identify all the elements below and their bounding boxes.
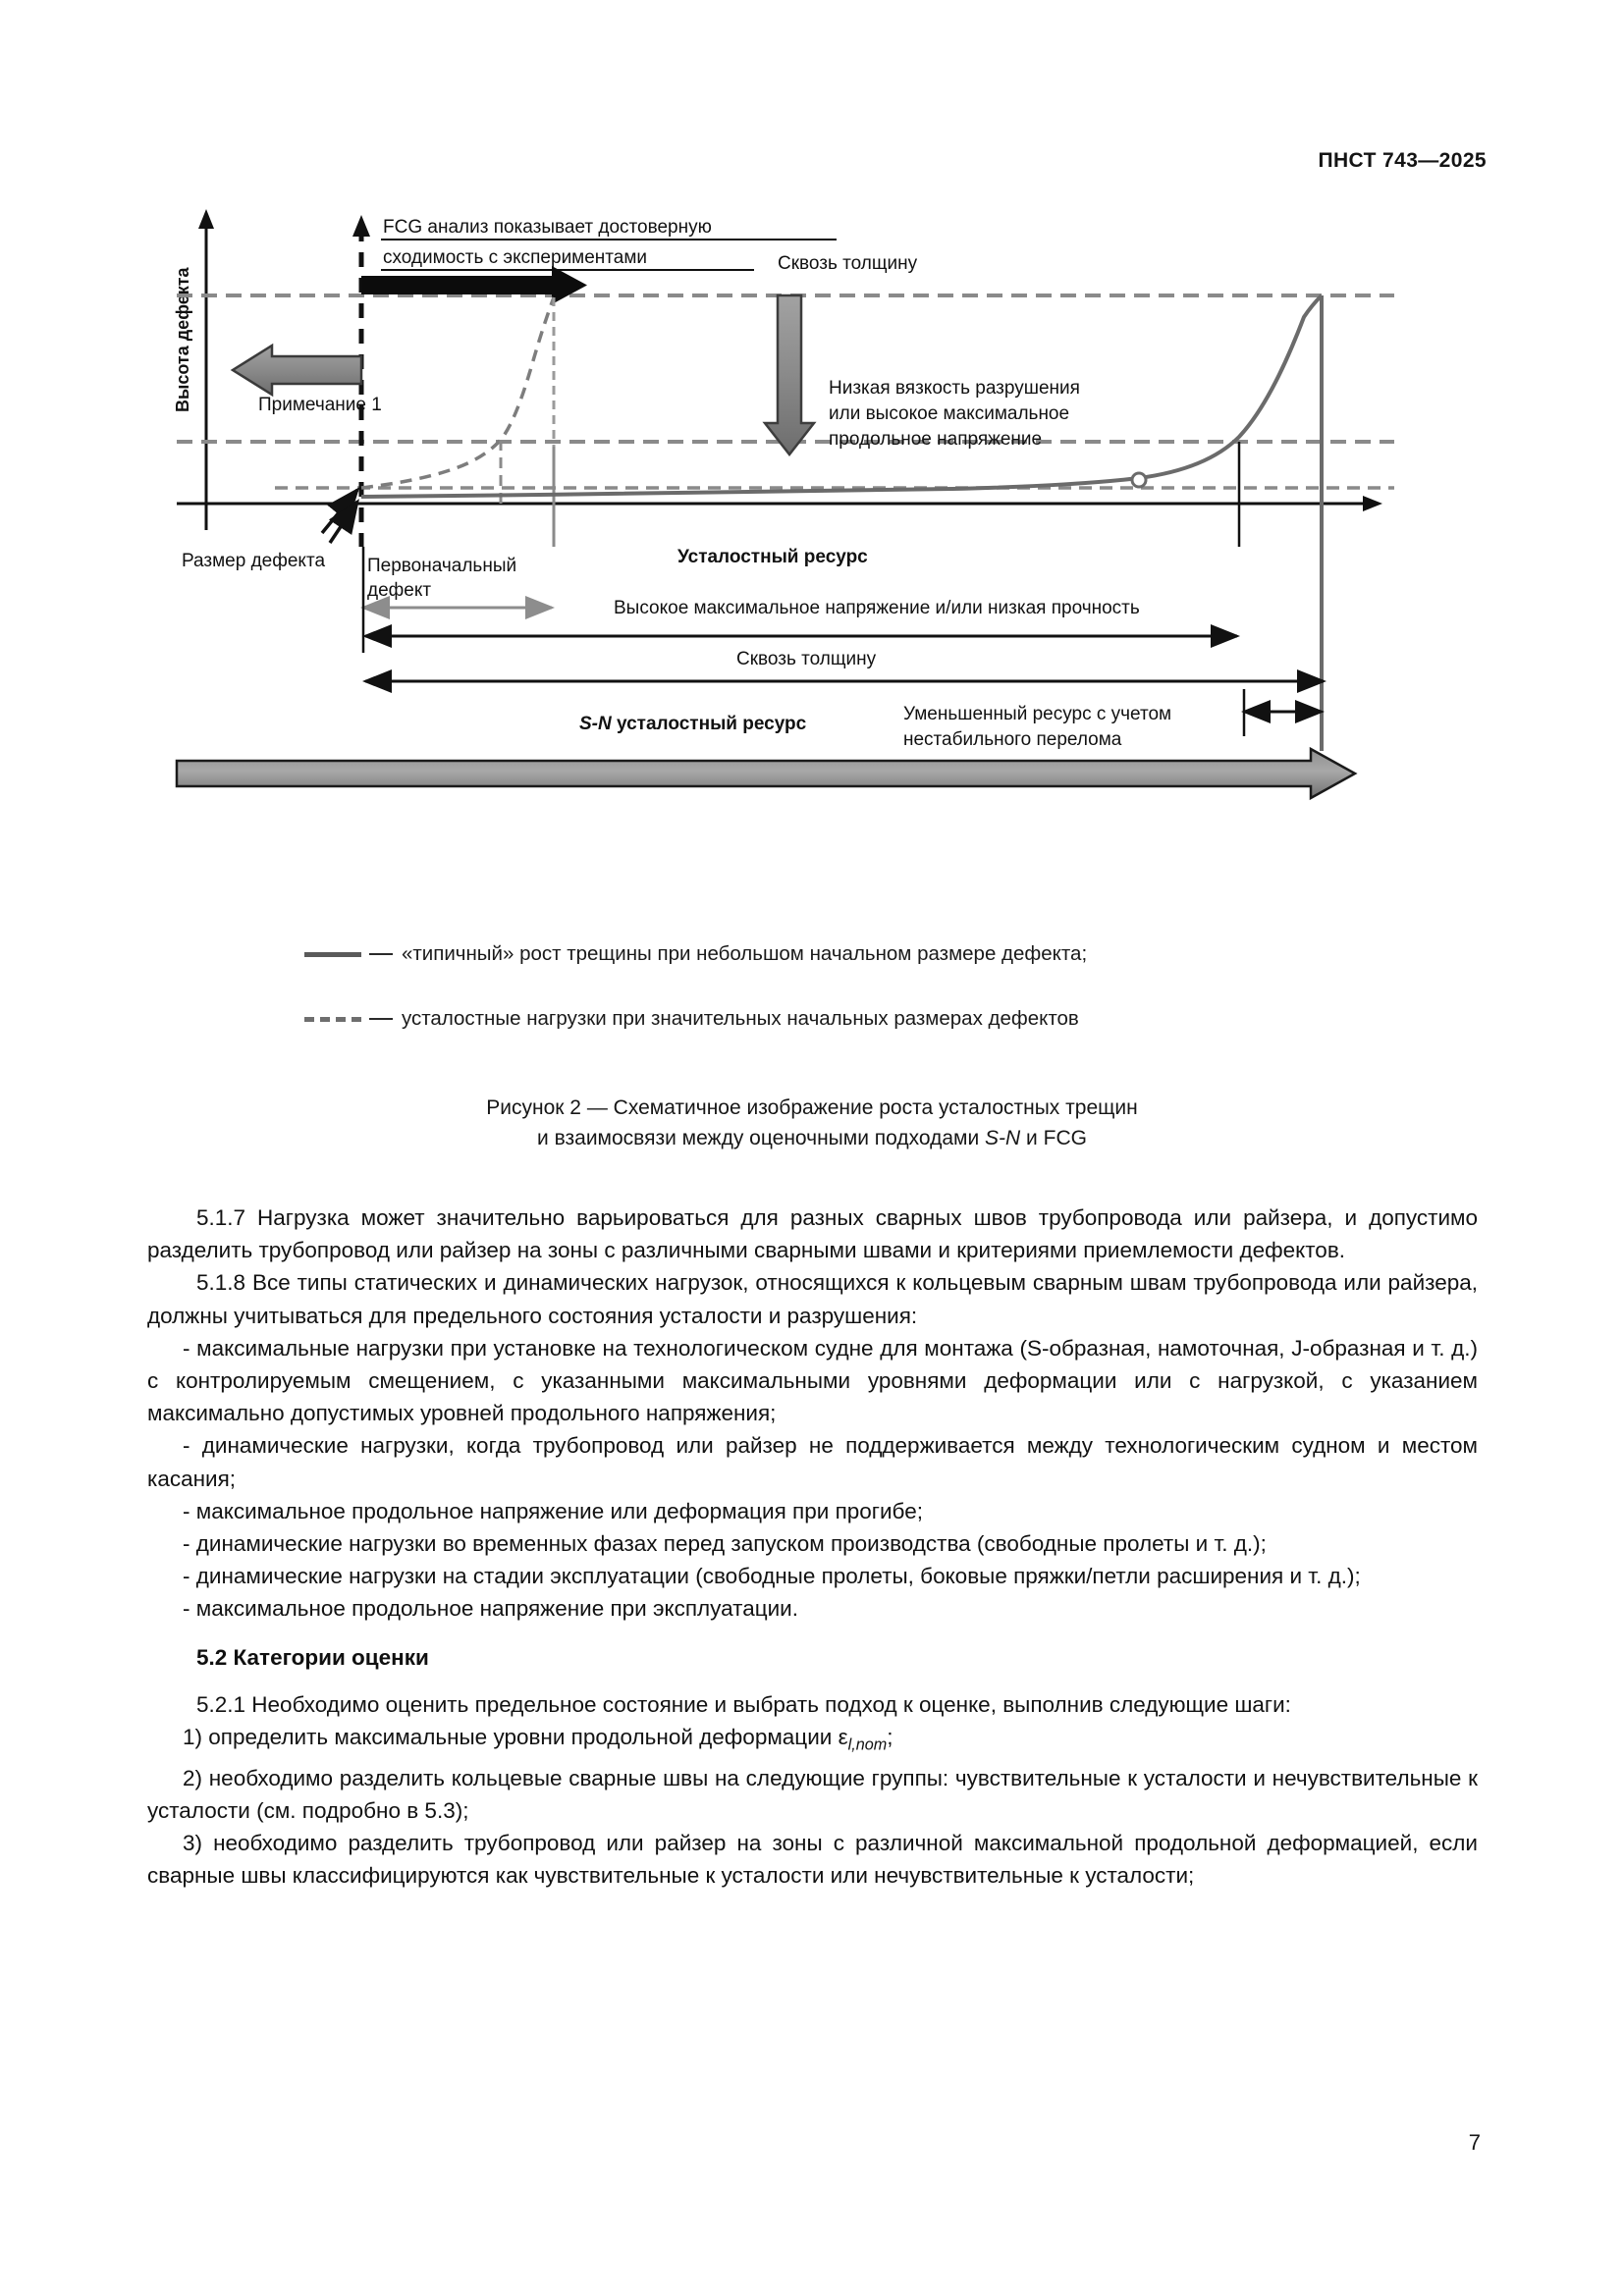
fcg-note-line1: FCG анализ показывает достоверную	[383, 217, 712, 238]
step-1-subscript: l,nom	[847, 1735, 888, 1754]
y-axis	[198, 209, 214, 530]
initial-defect-line1: Первоначальный	[367, 556, 517, 576]
figure-caption-line1: Рисунок 2 — Схематичное изображение роста усталостных трещин	[486, 1096, 1138, 1119]
list-item-max-longitudinal-stress-operation: - максимальное продольное напряжение при эксплуатации.	[183, 1596, 799, 1622]
legend-swatch-solid-line	[304, 952, 361, 957]
legend-label-solid: «типичный» рост трещины при небольшом начальном размере дефекта;	[402, 942, 1088, 965]
fcg-note-line2: сходимость с экспериментами	[383, 247, 648, 268]
low-toughness-line2: или высокое максимальное	[829, 403, 1070, 424]
figure-caption-line2	[0, 1123, 1624, 1153]
legend-label-dashed: усталостные нагрузки при значительных начальных размерах дефектов	[402, 1007, 1079, 1030]
reduced-life-note	[903, 704, 1171, 750]
paragraph-5-1-7: 5.1.7 Нагрузка может значительно варьироваться для разных сварных швов трубопровода или райзера, и допустимо разделить трубопровод или райзер на зоны с различными сварными швами и критериями приемлемости дефектов.	[147, 1205, 1478, 1263]
low-toughness-note	[829, 378, 1080, 450]
curve-dashed-large-initial-defect	[361, 297, 554, 488]
reduced-life-line1: Уменьшенный ресурс с учетом	[903, 704, 1172, 724]
heading-5-2: 5.2 Категории оценки	[196, 1644, 429, 1670]
bottom-timeline-bar	[177, 749, 1355, 798]
sn-fatigue-life-label	[579, 714, 807, 734]
list-item-dynamic-loads-unsupported: - динамические нагрузки, когда трубопровод или райзер не поддерживается между технологическим судном и местом касания;	[147, 1433, 1478, 1491]
legend-emdash-dashed	[369, 1018, 393, 1020]
caption-line2-italic: S-N	[985, 1127, 1021, 1149]
fcg-note	[381, 217, 837, 270]
defect-size-label: Размер дефекта	[182, 551, 326, 571]
legend-swatch-dashed-line	[304, 1017, 361, 1022]
step-item-3: 3) необходимо разделить трубопровод или райзер на зоны с различной максимальной продольной деформацией, если сварные швы классифицируются как чувствительные к усталости или нечувствительные к усталости;	[147, 1830, 1478, 1889]
legend-item-dashed	[147, 1007, 1483, 1031]
y-axis-label: Высота дефекта	[173, 267, 192, 412]
sn-rest-part: усталостный ресурс	[611, 714, 807, 734]
gray-down-arrow	[765, 295, 814, 454]
caption-line2-pre: и взаимосвязи между оценочными подходами	[537, 1127, 986, 1149]
list-item-dynamic-loads-temporary: - динамические нагрузки во временных фазах перед запуском производства (свободные пролеты и т. д.);	[183, 1531, 1267, 1557]
low-toughness-line1: Низкая вязкость разрушения	[829, 378, 1080, 399]
page-header-standard-ref: ПНСТ 743—2025	[1318, 149, 1487, 172]
step-item-1	[147, 1721, 1478, 1762]
through-thickness-top-label: Сквозь толщину	[778, 253, 918, 274]
figure-legend	[147, 942, 1483, 1031]
legend-item-solid	[147, 942, 1483, 966]
divider-arrow-head	[352, 215, 370, 237]
reduced-life-line2: нестабильного перелома	[903, 729, 1122, 750]
step-item-2: 2) необходимо разделить кольцевые сварные швы на следующие группы: чувствительные к усталости и нечувствительные к усталости (см. подробно в 5.3);	[147, 1765, 1478, 1823]
caption-line2-post: и FCG	[1020, 1127, 1087, 1149]
fatigue-life-label: Усталостный ресурс	[677, 547, 868, 567]
list-item-max-longitudinal-stress-bending: - максимальное продольное напряжение или деформация при прогибе;	[183, 1498, 923, 1523]
figure-caption	[0, 1093, 1624, 1153]
paragraph-5-2-1: 5.2.1 Необходимо оценить предельное состояние и выбрать подход к оценке, выполнив следующие шаги:	[196, 1691, 1291, 1717]
list-item-installation-loads: - максимальные нагрузки при установке на технологическом судне для монтажа (S-образная, намоточная, J-образная и т. д.) с контролируемым смещением, с указанными максимальными уровнями деформации или с нагрузкой, с указанием максимально допустимых уровней продольного напряжения;	[147, 1335, 1478, 1426]
defect-size-pointer	[322, 490, 357, 543]
gray-left-arrow	[233, 346, 361, 395]
step-1-suffix: ;	[887, 1724, 893, 1749]
legend-emdash-solid	[369, 953, 393, 955]
through-thickness-bottom-label: Сквозь толщину	[736, 649, 877, 669]
figure-2-container	[147, 201, 1483, 928]
initial-defect-line2: дефект	[367, 580, 432, 601]
body-content	[147, 1201, 1478, 1892]
list-item-dynamic-loads-operation: - динамические нагрузки на стадии эксплуатации (свободные пролеты, боковые пряжки/петли расширения и т. д.);	[183, 1564, 1361, 1589]
low-toughness-line3: продольное напряжение	[829, 429, 1043, 450]
figure-2-diagram	[147, 201, 1483, 928]
step-1-text: 1) определить максимальные уровни продольной деформации ε	[183, 1724, 848, 1749]
paragraph-5-1-8: 5.1.8 Все типы статических и динамических нагрузок, относящихся к кольцевым сварным швам трубопровода или райзера, должны учитываться для предельного состояния усталости и разрушения:	[147, 1270, 1478, 1328]
initial-defect-label	[367, 556, 516, 601]
page-number: 7	[1468, 2130, 1481, 2155]
note-1-label: Примечание 1	[258, 395, 382, 415]
high-stress-low-strength-label: Высокое максимальное напряжение и/или низкая прочность	[614, 598, 1140, 618]
curve-marker-point	[1132, 473, 1146, 487]
sn-italic-part: S-N	[579, 714, 612, 734]
